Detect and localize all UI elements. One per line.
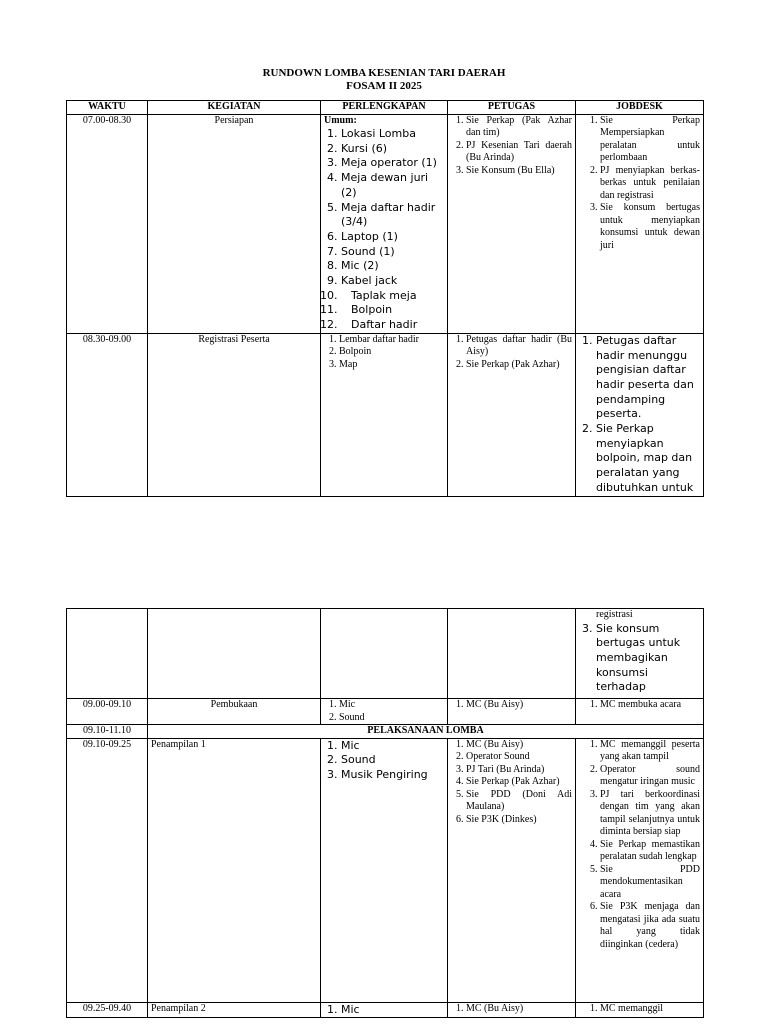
jobdesk-cell <box>576 114 704 333</box>
perlengkapan-cell <box>321 738 448 1002</box>
waktu-cell <box>67 609 148 699</box>
waktu-cell: 08.30-09.00 <box>67 333 148 496</box>
perlengkapan-heading: Umum: <box>324 114 357 126</box>
list-item: 1. MC memanggil <box>600 1003 700 1016</box>
jobdesk-cell <box>576 738 704 1002</box>
list-item: 5. Sie PDD (Doni Adi Maulana) <box>466 789 572 814</box>
perlengkapan-cell <box>321 333 448 496</box>
petugas-list <box>451 334 572 372</box>
petugas-cell <box>448 1002 576 1018</box>
list-item: 1. MC (Bu Aisy) <box>466 699 572 712</box>
list-item: 1. Mic <box>339 699 444 712</box>
list-item: 3. PJ tari berkoordinasi dengan tim yang akan tampil selanjutnya untuk diminta bersiap siap <box>600 789 700 839</box>
kegiatan-cell: Pembukaan <box>148 699 321 725</box>
list-item: 2. Sound <box>341 753 444 768</box>
section-label: PELAKSANAAN LOMBA <box>148 725 704 739</box>
petugas-cell <box>448 114 576 333</box>
list-item: 1. Petugas daftar hadir (Bu Aisy) <box>466 334 572 359</box>
list-item: 1. MC membuka acara <box>600 699 700 712</box>
perlengkapan-cell <box>321 609 448 699</box>
petugas-cell <box>448 609 576 699</box>
kegiatan-cell: Penampilan 2 <box>148 1002 321 1018</box>
list-item: 2. Sie Perkap (Pak Azhar) <box>466 359 572 372</box>
list-item: 1. Sie Perkap Mempersiapkan peralatan untuk perlombaan <box>600 115 700 165</box>
list-item: 8. Mic (2) <box>341 259 444 274</box>
document-subtitle: FOSAM II 2025 <box>346 80 422 92</box>
jobdesk-list <box>579 115 700 253</box>
list-item: 3. Map <box>339 359 444 372</box>
list-item: 10. Taplak meja <box>341 289 444 304</box>
petugas-list <box>451 739 572 827</box>
jobdesk-cell <box>576 609 704 699</box>
table-row <box>67 609 704 699</box>
list-item: 2. Operator sound mengatur iringan music <box>600 764 700 789</box>
list-item: 2. PJ menyiapkan berkas-berkas untuk penilaian dan registrasi <box>600 165 700 203</box>
list-item: 5. Sie PDD mendokumentasikan acara <box>600 864 700 902</box>
section-row <box>67 725 704 739</box>
perlengkapan-cell <box>321 114 448 333</box>
jobdesk-cell <box>576 1002 704 1018</box>
waktu-cell: 07.00-08.30 <box>67 114 148 333</box>
jobdesk-list <box>579 739 700 952</box>
list-item: 3. Sie konsum bertugas untuk membagikan konsumsi terhadap <box>596 622 700 696</box>
list-item: 2. Operator Sound <box>466 751 572 764</box>
list-item: 1. Sie Perkap (Pak Azhar dan tim) <box>466 115 572 140</box>
table-row <box>67 1002 704 1018</box>
rundown-table-page-1 <box>66 100 704 497</box>
list-item: 2. Sie Perkap menyiapkan bolpoin, map dan peralatan yang dibutuhkan untuk <box>596 422 700 496</box>
petugas-cell <box>448 699 576 725</box>
table-row <box>67 738 704 1002</box>
jobdesk-cell <box>576 333 704 496</box>
table-row <box>67 333 704 496</box>
list-item: 7. Sound (1) <box>341 245 444 260</box>
jobdesk-list <box>579 334 700 496</box>
perlengkapan-list <box>324 334 444 372</box>
list-item: 6. Sie P3K (Dinkes) <box>466 814 572 827</box>
waktu-cell: 09.25-09.40 <box>67 1002 148 1018</box>
header-waktu: WAKTU <box>67 101 148 115</box>
rundown-table-page-2 <box>66 608 704 1018</box>
petugas-list <box>451 699 572 712</box>
list-item: 12. Daftar hadir <box>341 318 444 333</box>
kegiatan-cell: Persiapan <box>148 114 321 333</box>
jobdesk-continued-text: registrasi <box>596 609 633 620</box>
list-item: 1. MC memanggil peserta yang akan tampil <box>600 739 700 764</box>
list-item: 1. Mic <box>341 739 444 754</box>
list-item: 1. Lokasi Lomba <box>341 127 444 142</box>
list-item: 1. Lembar daftar hadir <box>339 334 444 347</box>
kegiatan-cell: Registrasi Peserta <box>148 333 321 496</box>
list-item: 3. Sie konsum bertugas untuk menyiapkan konsumsi untuk dewan juri <box>600 202 700 252</box>
list-item: 2. Sound <box>339 712 444 725</box>
kegiatan-cell: Penampilan 1 <box>148 738 321 1002</box>
jobdesk-list <box>579 699 700 712</box>
waktu-cell: 09.10-09.25 <box>67 738 148 1002</box>
waktu-cell: 09.00-09.10 <box>67 699 148 725</box>
petugas-list <box>451 115 572 178</box>
perlengkapan-cell <box>321 1002 448 1018</box>
perlengkapan-list <box>324 739 444 783</box>
list-item: 1. MC (Bu Aisy) <box>466 739 572 752</box>
list-item: 1. Petugas daftar hadir menunggu pengisian daftar hadir peserta dan pendamping peserta. <box>596 334 700 422</box>
waktu-cell: 09.10-11.10 <box>67 725 148 739</box>
list-item: 6. Sie P3K menjaga dan mengatasi jika ada suatu hal yang tidak diinginkan (cedera) <box>600 901 700 951</box>
table-row <box>67 699 704 725</box>
jobdesk-cell <box>576 699 704 725</box>
list-item: 4. Sie Perkap memastikan peralatan sudah lengkap <box>600 839 700 864</box>
header-petugas: PETUGAS <box>448 101 576 115</box>
petugas-cell <box>448 333 576 496</box>
petugas-list <box>451 1003 572 1016</box>
table-header-row <box>67 101 704 115</box>
list-item: 2. PJ Kesenian Tari daerah (Bu Arinda) <box>466 140 572 165</box>
list-item: 2. Kursi (6) <box>341 142 444 157</box>
document-title: RUNDOWN LOMBA KESENIAN TARI DAERAH <box>262 67 506 79</box>
kegiatan-cell <box>148 609 321 699</box>
table-row <box>67 114 704 333</box>
list-item: 1. Mic <box>341 1003 444 1018</box>
perlengkapan-cell <box>321 699 448 725</box>
list-item: 9. Kabel jack <box>341 274 444 289</box>
header-jobdesk: JOBDESK <box>576 101 704 115</box>
list-item: 11. Bolpoin <box>341 303 444 318</box>
list-item: 3. Sie Konsum (Bu Ella) <box>466 165 572 178</box>
list-item: 3. Meja operator (1) <box>341 156 444 171</box>
perlengkapan-list <box>324 699 444 724</box>
list-item: 6. Laptop (1) <box>341 230 444 245</box>
list-item: 3. PJ Tari (Bu Arinda) <box>466 764 572 777</box>
list-item: 5. Meja daftar hadir (3/4) <box>341 201 444 230</box>
list-item: 4. Sie Perkap (Pak Azhar) <box>466 776 572 789</box>
jobdesk-list <box>579 1003 700 1016</box>
header-kegiatan: KEGIATAN <box>148 101 321 115</box>
perlengkapan-list <box>324 127 444 333</box>
header-perlengkapan: PERLENGKAPAN <box>321 101 448 115</box>
list-item: 2. Bolpoin <box>339 346 444 359</box>
jobdesk-list <box>579 622 700 696</box>
list-item: 4. Meja dewan juri (2) <box>341 171 444 200</box>
list-item: 3. Musik Pengiring <box>341 768 444 783</box>
perlengkapan-list <box>324 1003 444 1018</box>
petugas-cell <box>448 738 576 1002</box>
list-item: 1. MC (Bu Aisy) <box>466 1003 572 1016</box>
